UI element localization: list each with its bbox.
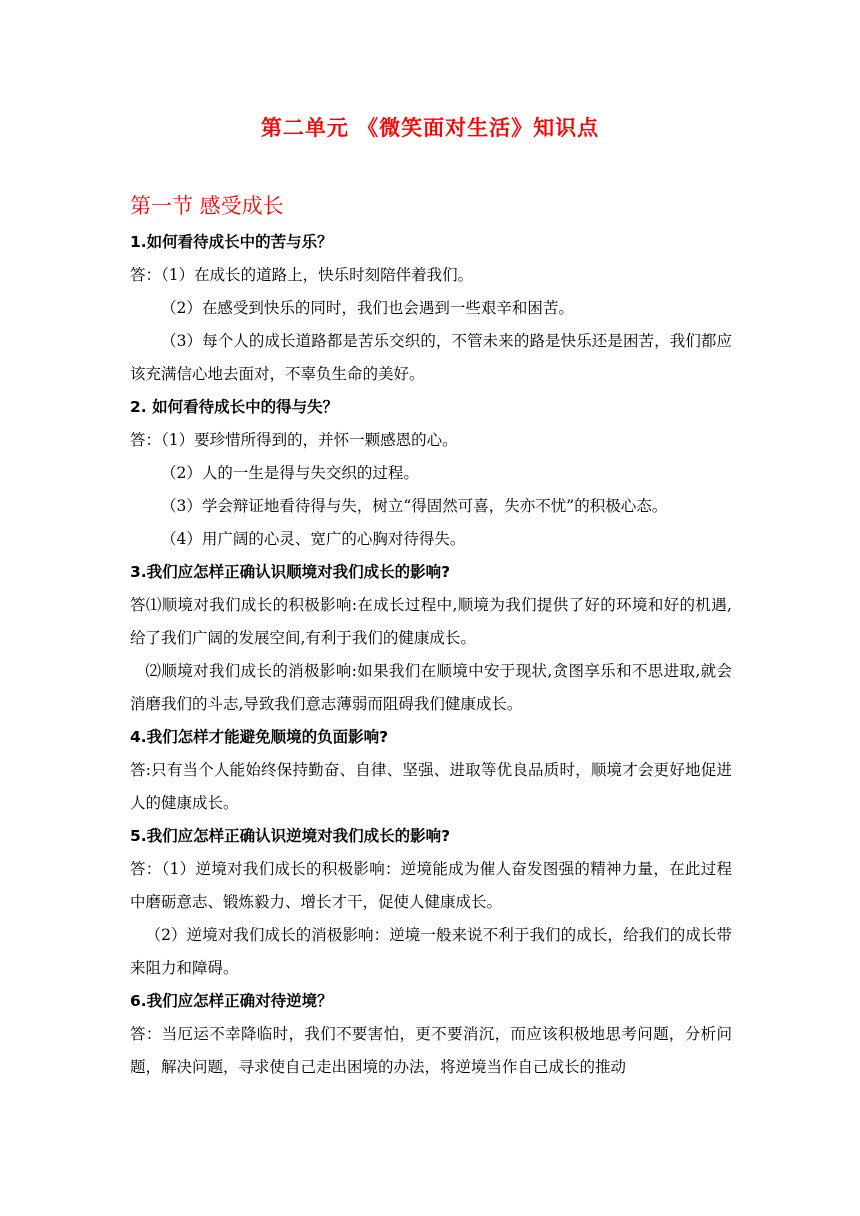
- answer-1-2: （2）在感受到快乐的同时，我们也会遇到一些艰辛和困苦。: [161, 299, 574, 317]
- answer-6-1: 答：当厄运不幸降临时，我们不要害怕，更不要消沉，而应该积极地思考问题，分析问题，解决问题，寻求使自己走出困境的办法，将逆境当作自己成长的推动: [130, 1025, 732, 1076]
- answer-5-1: 答：（1）逆境对我们成长的积极影响：逆境能成为催人奋发图强的精神力量，在此过程中磨砺意志、锻炼毅力、增长才干，促使人健康成长。: [130, 860, 732, 911]
- question-5: 5.我们应怎样正确认识逆境对我们成长的影响?: [130, 827, 451, 845]
- answer-3-1: 答⑴顺境对我们成长的积极影响:在成长过程中,顺境为我们提供了好的环境和好的机遇,给了我们广阔的发展空间,有利于我们的健康成长。: [130, 596, 732, 647]
- answer-2-3: （3）学会辩证地看待得与失，树立“得固然可喜，失亦不忧”的积极心态。: [161, 497, 668, 515]
- answer-5-2: （2）逆境对我们成长的消极影响：逆境一般来说不利于我们的成长，给我们的成长带来阻力和障碍。: [130, 926, 732, 977]
- answer-1-3: （3）每个人的成长道路都是苦乐交织的，不管未来的路是快乐还是困苦，我们都应该充满信心地去面对，不辜负生命的美好。: [130, 332, 732, 383]
- question-6: 6.我们应怎样正确对待逆境？: [130, 992, 333, 1010]
- answer-2-1: 答：（1）要珍惜所得到的，并怀一颗感恩的心。: [130, 431, 458, 449]
- answer-4-1: 答:只有当个人能始终保持勤奋、自律、坚强、进取等优良品质时，顺境才会更好地促进人的健康成长。: [130, 761, 732, 812]
- answer-3-2: ⑵顺境对我们成长的消极影响:如果我们在顺境中安于现状,贪图享乐和不思进取,就会消磨我们的斗志,导致我们意志薄弱而阻碍我们健康成长。: [130, 662, 732, 713]
- section-title: 第一节 感受成长: [130, 194, 284, 218]
- answer-2-4: （4）用广阔的心灵、宽广的心胸对待得失。: [161, 530, 466, 548]
- answer-2-2: （2）人的一生是得与失交织的过程。: [161, 464, 419, 482]
- question-4: 4.我们怎样才能避免顺境的负面影响?: [130, 728, 389, 746]
- question-1: 1.如何看待成长中的苦与乐？: [130, 233, 333, 251]
- document-title: 第二单元 《微笑面对生活》知识点: [260, 116, 600, 140]
- answer-1-1: 答：（1）在成长的道路上，快乐时刻陪伴着我们。: [130, 266, 474, 284]
- question-3: 3.我们应怎样正确认识顺境对我们成长的影响?: [130, 563, 451, 581]
- document-body: [130, 188, 732, 1084]
- question-2: 2. 如何看待成长中的得与失？: [130, 398, 339, 416]
